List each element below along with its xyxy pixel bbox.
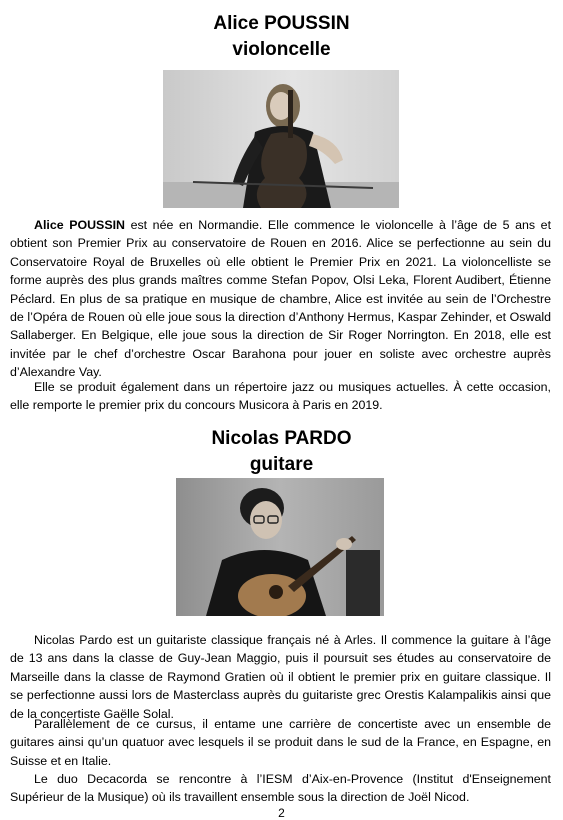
bio-paragraph-3: Nicolas Pardo est un guitariste classique français né à Arles. Il commence la guitare à l’âge de 13 ans dans la classe de Guy-Jean Maggio, puis il poursuit ses études au conservatoire de Marseille dans la classe de Raymond Gratien où il obtient le premier prix en guitare classique. Il se perfectionne aussi lors de Masterclass auprès du guitariste grec Orestis Kalampalikis ainsi que de la concertiste Gaëlle Solal. [10,633,551,721]
bio-text: est née en Normandie. Elle commence le violoncelle à l’âge de 5 ans et obtient son Premier Prix au conservatoire de Rouen en 2016. Alice se perfectionne au sein du Conservatoire Royal de Bruxelles où elle obtient le Premier Prix en 2021. La violoncelliste se forme auprès des plus grands maîtres comme Stefan Popov, Olsi Leka, Florent Audibert, Étienne Péclard. En plus de sa pratique en musique de chambre, Alice est invitée au sein de l’Orchestre de l’Opéra de Rouen où elle joue sous la direction d’Anthony Hermus, Kaspar Zehinder, et Oswald Sallaberger. En Belgique, elle joue sous la direction de Sir Roger Norrington. En 2018, elle est invitée par le chef d’orchestre Oscar Barahona pour jouer en soliste avec orchestre auprès d’Alexandre Vay. [10,218,552,380]
bio-paragraph-1 [10,216,551,382]
page-number: 2 [278,806,285,820]
artist-instrument-1: violoncelle [232,39,331,60]
artist-name-1: Alice POUSSIN [213,13,350,34]
artist-instrument-2: guitare [249,454,314,475]
bio-paragraph-5: Le duo Decacorda se rencontre à l’IESM d’Aix-en-Provence (Institut d'Enseignement Supérieur de la Musique) où ils travaillent ensemble sous la direction de Joël Nicod. [10,772,551,805]
cellist-photo [163,70,399,208]
bio-paragraph-4: Parallèlement de ce cursus, il entame une carrière de concertiste avec un ensemble de guitares ainsi qu’un quatuor avec lesquels il se produit dans le sud de la France, en Espagne, en Suisse et en Italie. [10,717,551,768]
guitarist-photo [176,478,384,616]
bio-name-bold: Alice POUSSIN [34,218,125,232]
artist-name-2: Nicolas PARDO [211,428,352,449]
bio-paragraph-2: Elle se produit également dans un répertoire jazz ou musiques actuelles. À cette occasion, elle remporte le premier prix du concours Musicora à Paris en 2019. [10,380,551,413]
